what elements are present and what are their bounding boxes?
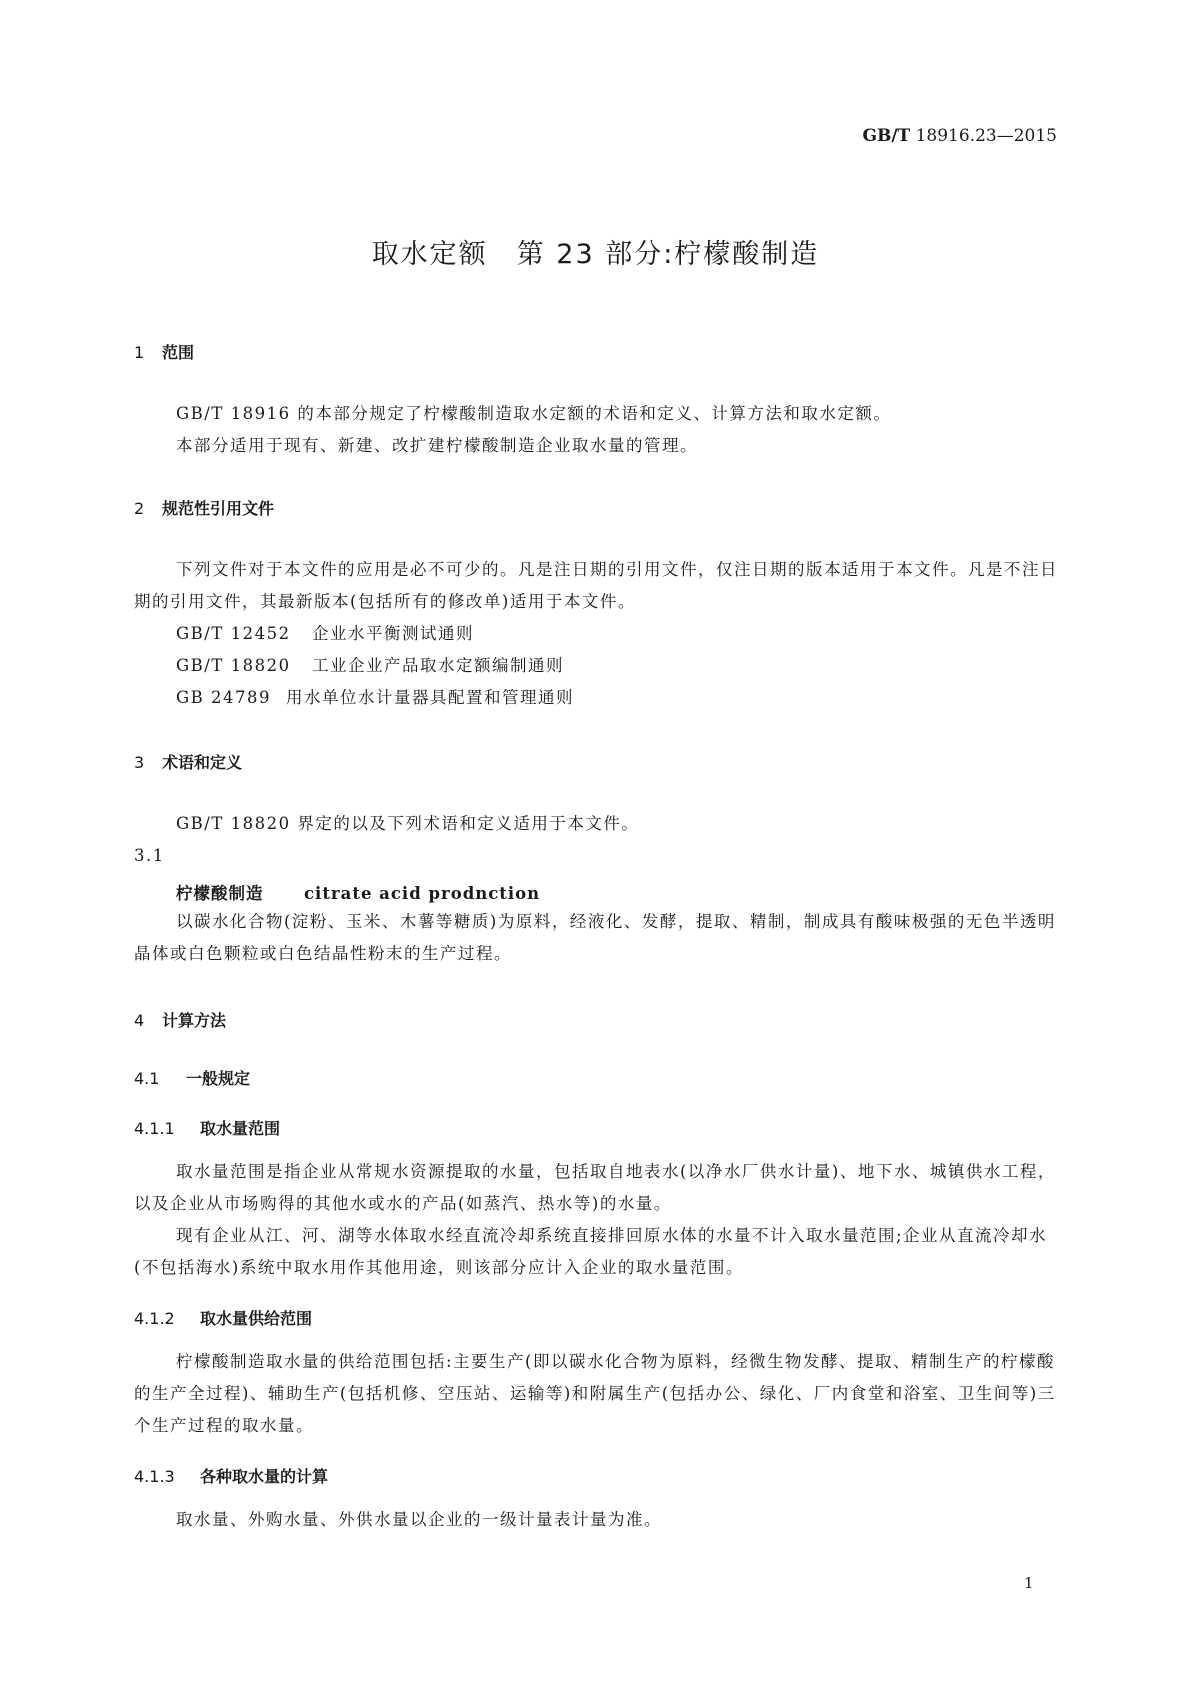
section-number: 4.1.2	[134, 1309, 175, 1328]
term-definition: 以碳水化合物(淀粉、玉米、木薯等糖质)为原料，经液化、发酵，提取、精制，制成具有酸味极强的无色半透明晶体或白色颗粒或白色结晶性粉末的生产过程。	[134, 912, 1056, 963]
section-title: 各种取水量的计算	[200, 1467, 329, 1486]
section-4-heading	[134, 1008, 226, 1031]
subsection-4-1-3-paragraph-1: 取水量、外购水量、外供水量以企业的一级计量表计量为准。	[176, 1510, 662, 1529]
subsection-4-1-1-heading	[134, 1116, 280, 1139]
section-title: 一般规定	[186, 1069, 251, 1088]
section-title: 取水量供给范围	[200, 1309, 313, 1328]
section-number: 3	[134, 753, 145, 772]
reference-code: GB 24789	[176, 688, 272, 707]
section-title: 计算方法	[162, 1011, 227, 1030]
section-number: 2	[134, 499, 145, 518]
subsection-4-1-3-heading	[134, 1464, 328, 1487]
section-1-heading	[134, 340, 194, 363]
section-number: 4.1.1	[134, 1119, 175, 1138]
reference-item	[176, 618, 474, 650]
reference-title: 工业企业产品取水定额编制通则	[312, 656, 564, 675]
reference-item	[176, 650, 564, 682]
section-number: 4.1	[134, 1069, 160, 1088]
subsection-4-1-1-paragraph-2: 现有企业从江、河、湖等水体取水经直流冷却系统直接排回原水体的水量不计入取水量范围;企业从直流冷却水(不包括海水)系统中取水用作其他用途，则该部分应计入企业的取水量范围。	[134, 1226, 1048, 1277]
subsection-4-1-1-paragraph-1: 取水量范围是指企业从常规水资源提取的水量，包括取自地表水(以净水厂供水计量)、地下水、城镇供水工程，以及企业从市场购得的其他水或水的产品(如蒸汽、热水等)的水量。	[134, 1162, 1056, 1213]
standard-code-prefix: GB/T	[862, 126, 911, 146]
section-2-paragraph-1: 下列文件对于本文件的应用是必不可少的。凡是注日期的引用文件，仅注日期的版本适用于本文件。凡是不注日期的引用文件，其最新版本(包括所有的修改单)适用于本文件。	[134, 560, 1058, 611]
standard-code-number: 18916.23—2015	[915, 126, 1057, 146]
section-1-paragraph-1: GB/T 18916 的本部分规定了柠檬酸制造取水定额的术语和定义、计算方法和取水定额。	[176, 404, 892, 423]
reference-title: 企业水平衡测试通则	[312, 624, 474, 643]
subsection-4-1-2-paragraph-1: 柠檬酸制造取水量的供给范围包括:主要生产(即以碳水化合物为原料，经微生物发酵、提取、精制生产的柠檬酸的生产全过程)、辅助生产(包括机修、空压站、运输等)和附属生产(包括办公、绿化、厂内食堂和浴室、卫生间等)三个生产过程的取水量。	[134, 1352, 1056, 1435]
section-number: 4	[134, 1011, 145, 1030]
reference-code: GB/T 18820	[176, 656, 291, 675]
page-number: 1	[1024, 1574, 1034, 1592]
section-title: 取水量范围	[200, 1119, 281, 1138]
reference-title: 用水单位水计量器具配置和管理通则	[286, 688, 574, 707]
section-3-paragraph-1: GB/T 18820 界定的以及下列术语和定义适用于本文件。	[176, 814, 640, 833]
section-1-paragraph-2: 本部分适用于现有、新建、改扩建柠檬酸制造企业取水量的管理。	[176, 436, 698, 455]
term-english: citrate acid prodnction	[304, 884, 541, 903]
reference-code: GB/T 12452	[176, 624, 291, 643]
document-title: 取水定额 第 23 部分:柠檬酸制造	[371, 239, 820, 270]
term-chinese: 柠檬酸制造	[176, 884, 264, 903]
section-title: 规范性引用文件	[162, 499, 275, 518]
section-title: 范围	[162, 343, 195, 362]
subsection-3-1-number: 3.1	[134, 846, 165, 865]
reference-item	[176, 682, 574, 714]
section-2-heading	[134, 496, 274, 519]
section-3-heading	[134, 750, 242, 773]
subsection-4-1-heading	[134, 1066, 250, 1089]
section-title: 术语和定义	[162, 753, 243, 772]
subsection-4-1-2-heading	[134, 1306, 312, 1329]
section-number: 1	[134, 343, 145, 362]
standard-code	[862, 126, 1057, 146]
term-entry	[176, 880, 540, 904]
section-number: 4.1.3	[134, 1467, 175, 1486]
